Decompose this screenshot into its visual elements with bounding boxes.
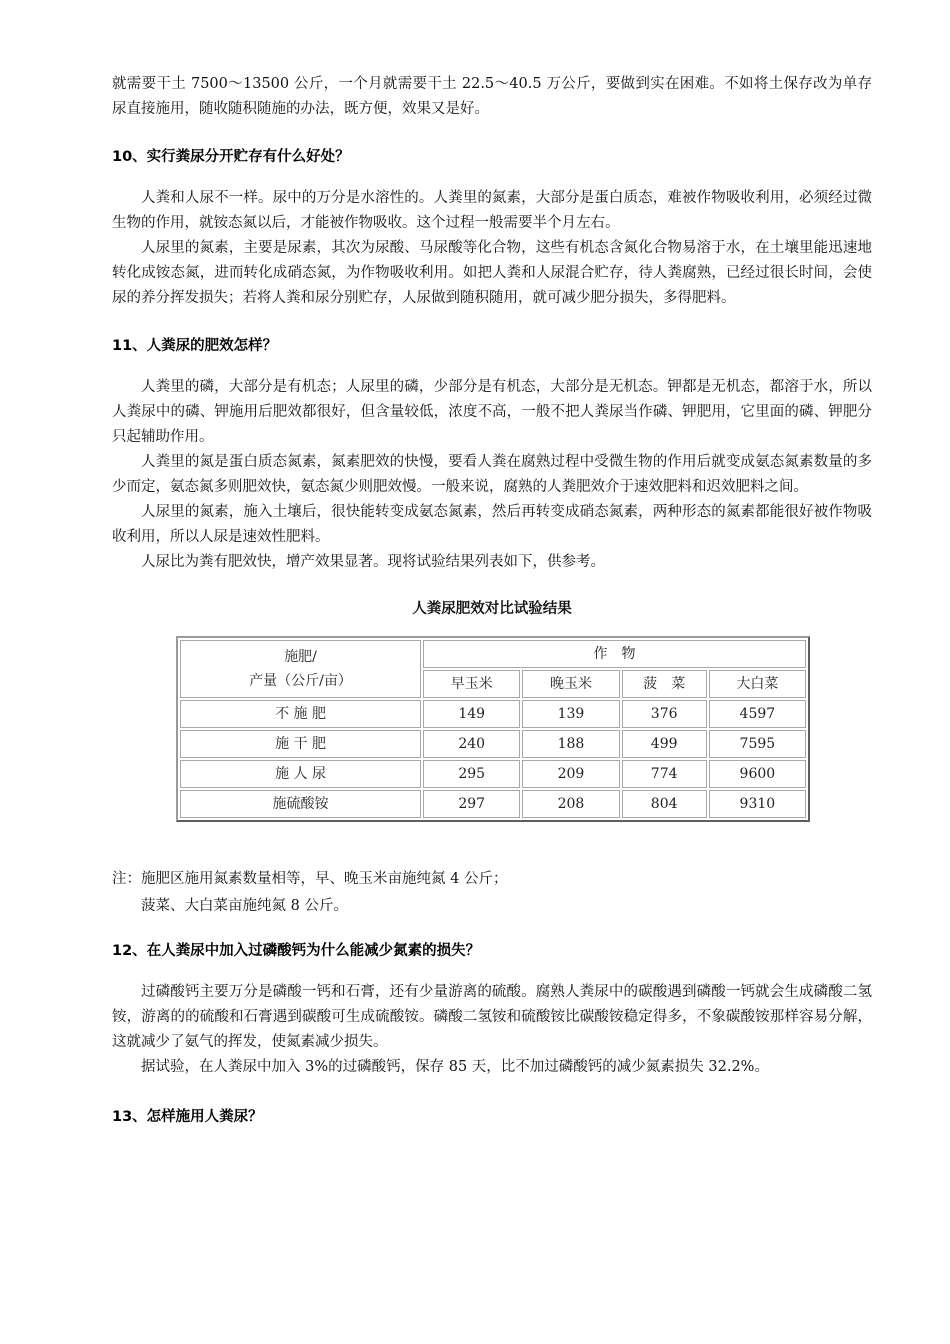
table-cell: 295 (423, 760, 520, 788)
q11-paragraph-3: 人尿里的氮素，施入土壤后，很快能转变成氨态氮素，然后再转变成硝态氮素，两种形态的氮素都能很好被作物吸收利用，所以人尿是速效性肥料。 (112, 504, 872, 545)
table-cell: 7595 (709, 730, 806, 758)
crop-group-header: 作 物 (423, 640, 806, 668)
table-cell: 139 (522, 700, 619, 728)
intro-paragraph: 就需要干土 7500～13500 公斤，一个月就需要干土 22.5～40.5 万公斤，要做到实在困难。不如将土保存改为单存尿直接施用，随收随积随施的办法，既方便，效果又是好。 (112, 76, 872, 117)
q11-paragraph-2: 人粪里的氮是蛋白质态氮素，氮素肥效的快慢，要看人粪在腐熟过程中受微生物的作用后就变成氨态氮素数量的多少而定，氨态氮多则肥效快，氨态氮少则肥效慢。一般来说，腐熟的人粪肥效介于速效肥料和迟效肥料之间。 (112, 454, 872, 495)
column-header: 早玉米 (423, 670, 520, 698)
row-label: 施 人 尿 (180, 760, 421, 788)
q10-paragraph-2: 人尿里的氮素，主要是尿素，其次为尿酸、马尿酸等化合物，这些有机态含氮化合物易溶于水，在土壤里能迅速地转化成铵态氮，进而转化成硝态氮，为作物吸收利用。如把人粪和人尿混合贮存，待人粪腐熟，已经过很长时间，会使尿的养分挥发损失；若将人粪和尿分别贮存，人尿做到随积随用，就可减少肥分损失，多得肥料。 (112, 240, 872, 306)
table-cell: 240 (423, 730, 520, 758)
table-cell: 804 (622, 790, 707, 818)
table-cell: 9600 (709, 760, 806, 788)
q10-paragraph-1: 人粪和人尿不一样。尿中的万分是水溶性的。人粪里的氮素，大部分是蛋白质态，难被作物吸收利用，必须经过微生物的作用，就铵态氮以后，才能被作物吸收。这个过程一般需要半个月左右。 (112, 190, 872, 231)
column-header: 大白菜 (709, 670, 806, 698)
table-cell: 188 (522, 730, 619, 758)
table-corner-header (180, 640, 421, 698)
q11-paragraph-4: 人尿比为粪有肥效快，增产效果显著。现将试验结果列表如下，供参考。 (141, 554, 605, 570)
table-cell: 9310 (709, 790, 806, 818)
table-cell: 4597 (709, 700, 806, 728)
table-cell: 297 (423, 790, 520, 818)
document-page (112, 70, 872, 1128)
corner-line-1: 施肥/ (284, 649, 317, 665)
corner-line-2: 产量（公斤/亩） (249, 673, 352, 689)
table-cell: 208 (522, 790, 619, 818)
row-label: 施 干 肥 (180, 730, 421, 758)
table-cell: 376 (622, 700, 707, 728)
table-cell: 209 (522, 760, 619, 788)
q11-paragraph-1: 人粪里的磷，大部分是有机态；人尿里的磷，少部分是有机态，大部分是无机态。钾都是无机态，都溶于水，所以人粪尿中的磷、钾施用后肥效都很好，但含量较低，浓度不高，一般不把人粪尿当作磷、钾肥用，它里面的磷、钾肥分只起辅助作用。 (112, 379, 872, 445)
q12-paragraph-1: 过磷酸钙主要万分是磷酸一钙和石膏，还有少量游离的硫酸。腐熟人粪尿中的碳酸遇到磷酸一钙就会生成磷酸二氢铵，游离的的硫酸和石膏遇到碳酸可生成硫酸铵。磷酸二氢铵和硫酸铵比碳酸铵稳定得多，不象碳酸铵那样容易分解，这就减少了氨气的挥发，使氮素减少损失。 (112, 984, 872, 1050)
table-caption: 人粪尿肥效对比试验结果 (412, 601, 572, 617)
table-header-row (180, 640, 806, 668)
table-note-line-2: 菠菜、大白菜亩施纯氮 8 公斤。 (141, 898, 348, 914)
table-cell: 499 (622, 730, 707, 758)
table-note-line-1: 注：施肥区施用氮素数量相等，早、晚玉米亩施纯氮 4 公斤； (112, 871, 508, 887)
row-label: 不 施 肥 (180, 700, 421, 728)
column-header: 菠 菜 (622, 670, 707, 698)
question-11-heading: 11、人粪尿的肥效怎样？ (112, 338, 278, 354)
question-13-heading: 13、怎样施用人粪尿？ (112, 1109, 263, 1125)
results-table (176, 636, 810, 822)
q12-paragraph-2: 据试验，在人粪尿中加入 3%的过磷酸钙，保存 85 天，比不加过磷酸钙的减少氮素损失 32.2%。 (141, 1059, 769, 1075)
table-row (180, 760, 806, 788)
table-row (180, 790, 806, 818)
question-10-heading: 10、实行粪尿分开贮存有什么好处？ (112, 149, 350, 165)
table-row (180, 730, 806, 758)
column-header: 晚玉米 (522, 670, 619, 698)
question-12-heading: 12、在人粪尿中加入过磷酸钙为什么能减少氮素的损失？ (112, 943, 481, 959)
row-label: 施硫酸铵 (180, 790, 421, 818)
table-cell: 774 (622, 760, 707, 788)
table-cell: 149 (423, 700, 520, 728)
table-row (180, 700, 806, 728)
